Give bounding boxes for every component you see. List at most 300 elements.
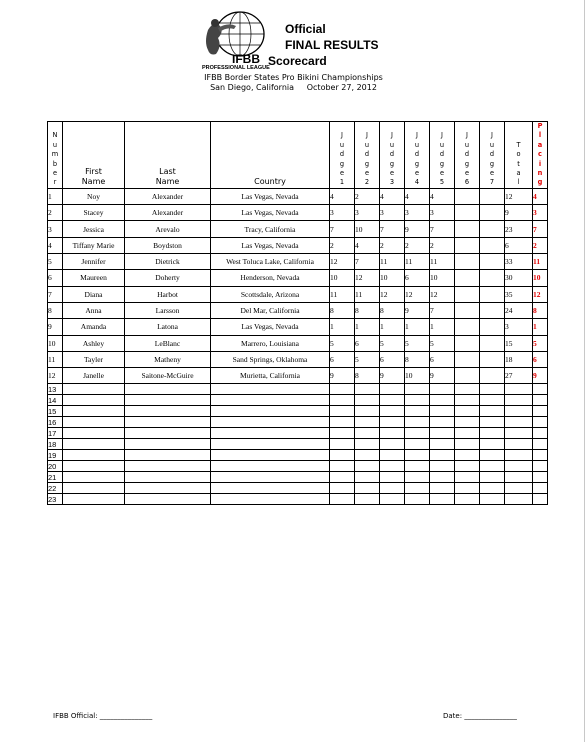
cell-judge-6 xyxy=(455,368,480,384)
cell-total: 15 xyxy=(505,335,533,351)
cell-first-name: Tayler xyxy=(63,351,125,367)
cell-judge-3 xyxy=(380,428,405,439)
cell-first-name xyxy=(63,461,125,472)
cell-judge-5 xyxy=(430,450,455,461)
cell-country: Las Vegas, Nevada xyxy=(211,205,330,221)
cell-judge-7 xyxy=(480,483,505,494)
table-row xyxy=(48,237,548,253)
table-row xyxy=(48,450,548,461)
table-row xyxy=(48,384,548,395)
cell-judge-6 xyxy=(455,351,480,367)
cell-judge-4 xyxy=(405,494,430,505)
header-scorecard: Scorecard xyxy=(268,54,327,68)
cell-number: 20 xyxy=(48,461,63,472)
table-row xyxy=(48,461,548,472)
cell-total xyxy=(505,483,533,494)
header-final-results: FINAL RESULTS xyxy=(285,38,379,52)
cell-total xyxy=(505,395,533,406)
cell-total: 30 xyxy=(505,270,533,286)
cell-judge-6 xyxy=(455,302,480,318)
cell-last-name: Arevalo xyxy=(125,221,211,237)
cell-judge-7 xyxy=(480,494,505,505)
cell-judge-2 xyxy=(355,406,380,417)
cell-placing xyxy=(533,406,548,417)
cell-placing: 3 xyxy=(533,205,548,221)
header-country: Country xyxy=(211,122,330,189)
cell-country xyxy=(211,450,330,461)
cell-placing xyxy=(533,417,548,428)
cell-judge-7 xyxy=(480,439,505,450)
cell-judge-5: 5 xyxy=(430,335,455,351)
cell-country: Marrero, Louisiana xyxy=(211,335,330,351)
cell-total xyxy=(505,406,533,417)
cell-judge-5: 7 xyxy=(430,302,455,318)
cell-judge-7 xyxy=(480,188,505,204)
cell-judge-4 xyxy=(405,417,430,428)
cell-judge-1 xyxy=(330,450,355,461)
cell-judge-2 xyxy=(355,472,380,483)
cell-country: Sand Springs, Oklahoma xyxy=(211,351,330,367)
table-row xyxy=(48,205,548,221)
header-judge-7: J u d g e 7 xyxy=(480,122,505,189)
cell-last-name: Alexander xyxy=(125,188,211,204)
cell-last-name: Saitone-McGuire xyxy=(125,368,211,384)
header-first-name: First Name xyxy=(63,122,125,189)
cell-judge-4: 4 xyxy=(405,188,430,204)
cell-number: 5 xyxy=(48,254,63,270)
cell-judge-5: 2 xyxy=(430,237,455,253)
cell-judge-7 xyxy=(480,351,505,367)
cell-judge-5 xyxy=(430,428,455,439)
cell-judge-2: 10 xyxy=(355,221,380,237)
cell-first-name: Jennifer xyxy=(63,254,125,270)
cell-judge-1 xyxy=(330,417,355,428)
cell-placing: 6 xyxy=(533,351,548,367)
cell-total xyxy=(505,428,533,439)
cell-first-name xyxy=(63,472,125,483)
cell-judge-1: 12 xyxy=(330,254,355,270)
cell-country: West Toluca Lake, California xyxy=(211,254,330,270)
cell-judge-5: 11 xyxy=(430,254,455,270)
cell-judge-6 xyxy=(455,439,480,450)
cell-number: 19 xyxy=(48,450,63,461)
cell-judge-2: 1 xyxy=(355,319,380,335)
cell-number: 23 xyxy=(48,494,63,505)
cell-number: 18 xyxy=(48,439,63,450)
table-row xyxy=(48,472,548,483)
cell-judge-2: 3 xyxy=(355,205,380,221)
cell-country xyxy=(211,428,330,439)
cell-total: 33 xyxy=(505,254,533,270)
cell-judge-5: 9 xyxy=(430,368,455,384)
cell-judge-3: 10 xyxy=(380,270,405,286)
cell-placing: 1 xyxy=(533,319,548,335)
cell-placing: 4 xyxy=(533,188,548,204)
cell-country xyxy=(211,417,330,428)
cell-judge-1 xyxy=(330,428,355,439)
cell-total xyxy=(505,472,533,483)
cell-judge-4: 9 xyxy=(405,221,430,237)
cell-judge-6 xyxy=(455,417,480,428)
cell-judge-6 xyxy=(455,237,480,253)
cell-total xyxy=(505,494,533,505)
cell-last-name xyxy=(125,494,211,505)
table-row xyxy=(48,395,548,406)
header-judge-1: J u d g e 1 xyxy=(330,122,355,189)
cell-placing: 11 xyxy=(533,254,548,270)
cell-judge-2 xyxy=(355,483,380,494)
cell-judge-2 xyxy=(355,428,380,439)
cell-total: 12 xyxy=(505,188,533,204)
cell-judge-1: 10 xyxy=(330,270,355,286)
cell-judge-3: 7 xyxy=(380,221,405,237)
cell-first-name: Amanda xyxy=(63,319,125,335)
cell-judge-4: 8 xyxy=(405,351,430,367)
cell-judge-7 xyxy=(480,302,505,318)
header-official: Official xyxy=(285,22,326,36)
cell-first-name xyxy=(63,428,125,439)
cell-judge-7 xyxy=(480,384,505,395)
logo-text: IFBB xyxy=(232,52,260,66)
cell-country xyxy=(211,406,330,417)
cell-number: 3 xyxy=(48,221,63,237)
table-row xyxy=(48,368,548,384)
cell-judge-5: 6 xyxy=(430,351,455,367)
cell-judge-1 xyxy=(330,439,355,450)
table-row xyxy=(48,335,548,351)
table-row xyxy=(48,351,548,367)
cell-number: 15 xyxy=(48,406,63,417)
header-judge-2: J u d g e 2 xyxy=(355,122,380,189)
cell-country xyxy=(211,395,330,406)
cell-first-name: Anna xyxy=(63,302,125,318)
cell-first-name xyxy=(63,395,125,406)
cell-judge-1: 6 xyxy=(330,351,355,367)
cell-country: Las Vegas, Nevada xyxy=(211,188,330,204)
cell-last-name xyxy=(125,472,211,483)
cell-country xyxy=(211,494,330,505)
cell-total xyxy=(505,439,533,450)
cell-judge-3 xyxy=(380,439,405,450)
cell-judge-2 xyxy=(355,439,380,450)
cell-judge-2: 7 xyxy=(355,254,380,270)
event-title: IFBB Border States Pro Bikini Championships xyxy=(204,73,383,82)
header-judge-3: J u d g e 3 xyxy=(380,122,405,189)
cell-last-name: Larsson xyxy=(125,302,211,318)
header-total: T o t a l xyxy=(505,122,533,189)
cell-number: 9 xyxy=(48,319,63,335)
cell-last-name: Doherty xyxy=(125,270,211,286)
cell-judge-6 xyxy=(455,254,480,270)
cell-judge-1: 4 xyxy=(330,188,355,204)
cell-judge-6 xyxy=(455,286,480,302)
header-number: N u m b e r xyxy=(48,122,63,189)
cell-judge-7 xyxy=(480,428,505,439)
cell-judge-3: 4 xyxy=(380,188,405,204)
cell-judge-2: 8 xyxy=(355,368,380,384)
cell-judge-1 xyxy=(330,494,355,505)
cell-placing xyxy=(533,472,548,483)
cell-number: 6 xyxy=(48,270,63,286)
cell-judge-5: 4 xyxy=(430,188,455,204)
cell-judge-6 xyxy=(455,384,480,395)
cell-total: 3 xyxy=(505,319,533,335)
cell-placing: 12 xyxy=(533,286,548,302)
official-signature-line: IFBB Official: _______________ xyxy=(53,712,153,720)
cell-total xyxy=(505,450,533,461)
cell-judge-7 xyxy=(480,368,505,384)
table-row xyxy=(48,406,548,417)
cell-judge-4: 10 xyxy=(405,368,430,384)
cell-first-name xyxy=(63,450,125,461)
cell-judge-3: 5 xyxy=(380,335,405,351)
cell-judge-5 xyxy=(430,483,455,494)
table-row xyxy=(48,428,548,439)
cell-judge-3 xyxy=(380,494,405,505)
cell-number: 12 xyxy=(48,368,63,384)
cell-judge-4: 9 xyxy=(405,302,430,318)
cell-judge-3 xyxy=(380,395,405,406)
cell-last-name: Harbot xyxy=(125,286,211,302)
cell-judge-2 xyxy=(355,417,380,428)
cell-country: Scottsdale, Arizona xyxy=(211,286,330,302)
cell-number: 13 xyxy=(48,384,63,395)
cell-placing: 10 xyxy=(533,270,548,286)
cell-judge-2 xyxy=(355,395,380,406)
cell-judge-5: 3 xyxy=(430,205,455,221)
cell-judge-2: 5 xyxy=(355,351,380,367)
cell-judge-4: 11 xyxy=(405,254,430,270)
cell-judge-1: 1 xyxy=(330,319,355,335)
cell-number: 8 xyxy=(48,302,63,318)
cell-judge-7 xyxy=(480,286,505,302)
cell-judge-4 xyxy=(405,450,430,461)
cell-judge-2 xyxy=(355,461,380,472)
cell-last-name xyxy=(125,406,211,417)
table-row xyxy=(48,319,548,335)
cell-judge-1 xyxy=(330,406,355,417)
table-row xyxy=(48,286,548,302)
cell-number: 14 xyxy=(48,395,63,406)
cell-judge-2: 4 xyxy=(355,237,380,253)
cell-country xyxy=(211,483,330,494)
cell-last-name: Boydston xyxy=(125,237,211,253)
cell-judge-3: 1 xyxy=(380,319,405,335)
cell-judge-6 xyxy=(455,428,480,439)
table-row xyxy=(48,270,548,286)
cell-judge-3: 6 xyxy=(380,351,405,367)
cell-last-name xyxy=(125,461,211,472)
page-edge xyxy=(584,0,585,742)
header-placing: P l a c i n g xyxy=(533,122,548,189)
cell-judge-4 xyxy=(405,428,430,439)
cell-judge-4 xyxy=(405,384,430,395)
cell-number: 7 xyxy=(48,286,63,302)
cell-judge-7 xyxy=(480,417,505,428)
cell-last-name: Matheny xyxy=(125,351,211,367)
cell-judge-6 xyxy=(455,205,480,221)
cell-last-name xyxy=(125,483,211,494)
cell-judge-6 xyxy=(455,270,480,286)
cell-number: 16 xyxy=(48,417,63,428)
cell-judge-3: 9 xyxy=(380,368,405,384)
cell-judge-1: 3 xyxy=(330,205,355,221)
cell-first-name xyxy=(63,494,125,505)
table-row xyxy=(48,221,548,237)
cell-judge-3: 3 xyxy=(380,205,405,221)
cell-country: Tracy, California xyxy=(211,221,330,237)
cell-placing: 7 xyxy=(533,221,548,237)
cell-first-name xyxy=(63,439,125,450)
cell-first-name: Jessica xyxy=(63,221,125,237)
cell-judge-7 xyxy=(480,335,505,351)
cell-first-name: Ashley xyxy=(63,335,125,351)
cell-last-name xyxy=(125,450,211,461)
cell-placing xyxy=(533,395,548,406)
cell-number: 17 xyxy=(48,428,63,439)
table-row xyxy=(48,494,548,505)
cell-judge-4 xyxy=(405,461,430,472)
cell-judge-5: 10 xyxy=(430,270,455,286)
event-location-date: San Diego, California October 27, 2012 xyxy=(210,83,377,92)
cell-judge-6 xyxy=(455,483,480,494)
cell-country: Las Vegas, Nevada xyxy=(211,319,330,335)
cell-judge-3 xyxy=(380,406,405,417)
cell-total: 24 xyxy=(505,302,533,318)
cell-number: 1 xyxy=(48,188,63,204)
cell-judge-5 xyxy=(430,406,455,417)
cell-judge-7 xyxy=(480,406,505,417)
cell-last-name xyxy=(125,395,211,406)
cell-judge-7 xyxy=(480,237,505,253)
cell-placing: 9 xyxy=(533,368,548,384)
cell-judge-1: 8 xyxy=(330,302,355,318)
cell-judge-6 xyxy=(455,450,480,461)
cell-last-name: Alexander xyxy=(125,205,211,221)
cell-judge-5 xyxy=(430,472,455,483)
cell-judge-7 xyxy=(480,270,505,286)
cell-first-name: Diana xyxy=(63,286,125,302)
cell-placing xyxy=(533,450,548,461)
header-judge-5: J u d g e 5 xyxy=(430,122,455,189)
cell-first-name: Tiffany Marie xyxy=(63,237,125,253)
cell-last-name: LeBlanc xyxy=(125,335,211,351)
cell-judge-3 xyxy=(380,417,405,428)
cell-placing xyxy=(533,483,548,494)
cell-total: 27 xyxy=(505,368,533,384)
cell-judge-1 xyxy=(330,395,355,406)
cell-first-name xyxy=(63,384,125,395)
cell-judge-4: 5 xyxy=(405,335,430,351)
cell-country xyxy=(211,384,330,395)
cell-country: Las Vegas, Nevada xyxy=(211,237,330,253)
cell-judge-5: 12 xyxy=(430,286,455,302)
cell-judge-5 xyxy=(430,417,455,428)
cell-judge-3 xyxy=(380,461,405,472)
cell-country: Murietta, California xyxy=(211,368,330,384)
logo-subtext: PROFESSIONAL LEAGUE xyxy=(202,65,270,71)
cell-last-name: Dietrick xyxy=(125,254,211,270)
cell-placing: 2 xyxy=(533,237,548,253)
date-line: Date: _______________ xyxy=(443,712,517,720)
cell-total: 23 xyxy=(505,221,533,237)
cell-judge-3 xyxy=(380,450,405,461)
table-row xyxy=(48,254,548,270)
cell-judge-6 xyxy=(455,406,480,417)
cell-total: 9 xyxy=(505,205,533,221)
cell-judge-3 xyxy=(380,483,405,494)
cell-placing xyxy=(533,439,548,450)
cell-total xyxy=(505,384,533,395)
cell-judge-4 xyxy=(405,395,430,406)
cell-judge-6 xyxy=(455,221,480,237)
cell-judge-6 xyxy=(455,335,480,351)
cell-judge-5 xyxy=(430,384,455,395)
table-row xyxy=(48,483,548,494)
cell-judge-6 xyxy=(455,461,480,472)
cell-country xyxy=(211,439,330,450)
cell-country xyxy=(211,472,330,483)
table-row xyxy=(48,417,548,428)
cell-total xyxy=(505,461,533,472)
cell-judge-7 xyxy=(480,254,505,270)
cell-judge-3: 11 xyxy=(380,254,405,270)
cell-total: 6 xyxy=(505,237,533,253)
table-row xyxy=(48,302,548,318)
cell-judge-7 xyxy=(480,319,505,335)
cell-first-name xyxy=(63,417,125,428)
cell-judge-5 xyxy=(430,395,455,406)
cell-total: 35 xyxy=(505,286,533,302)
cell-placing xyxy=(533,428,548,439)
cell-judge-2 xyxy=(355,450,380,461)
cell-judge-2: 8 xyxy=(355,302,380,318)
cell-judge-2: 11 xyxy=(355,286,380,302)
cell-judge-7 xyxy=(480,450,505,461)
cell-judge-1: 5 xyxy=(330,335,355,351)
cell-judge-4 xyxy=(405,439,430,450)
cell-judge-7 xyxy=(480,395,505,406)
cell-judge-4 xyxy=(405,483,430,494)
cell-judge-5: 7 xyxy=(430,221,455,237)
cell-judge-4: 12 xyxy=(405,286,430,302)
cell-first-name xyxy=(63,483,125,494)
results-table xyxy=(47,121,548,505)
cell-judge-1: 9 xyxy=(330,368,355,384)
cell-first-name: Maureen xyxy=(63,270,125,286)
cell-judge-7 xyxy=(480,461,505,472)
cell-first-name: Noy xyxy=(63,188,125,204)
cell-judge-2 xyxy=(355,494,380,505)
cell-number: 11 xyxy=(48,351,63,367)
cell-placing xyxy=(533,384,548,395)
cell-judge-1 xyxy=(330,461,355,472)
cell-judge-6 xyxy=(455,319,480,335)
cell-judge-4 xyxy=(405,406,430,417)
cell-placing: 8 xyxy=(533,302,548,318)
table-header-row xyxy=(48,122,548,189)
cell-judge-4 xyxy=(405,472,430,483)
cell-judge-3 xyxy=(380,472,405,483)
cell-judge-3 xyxy=(380,384,405,395)
header-judge-4: J u d g e 4 xyxy=(405,122,430,189)
cell-number: 2 xyxy=(48,205,63,221)
cell-judge-5 xyxy=(430,461,455,472)
cell-last-name xyxy=(125,384,211,395)
cell-judge-6 xyxy=(455,188,480,204)
cell-judge-1 xyxy=(330,384,355,395)
cell-first-name: Stacey xyxy=(63,205,125,221)
